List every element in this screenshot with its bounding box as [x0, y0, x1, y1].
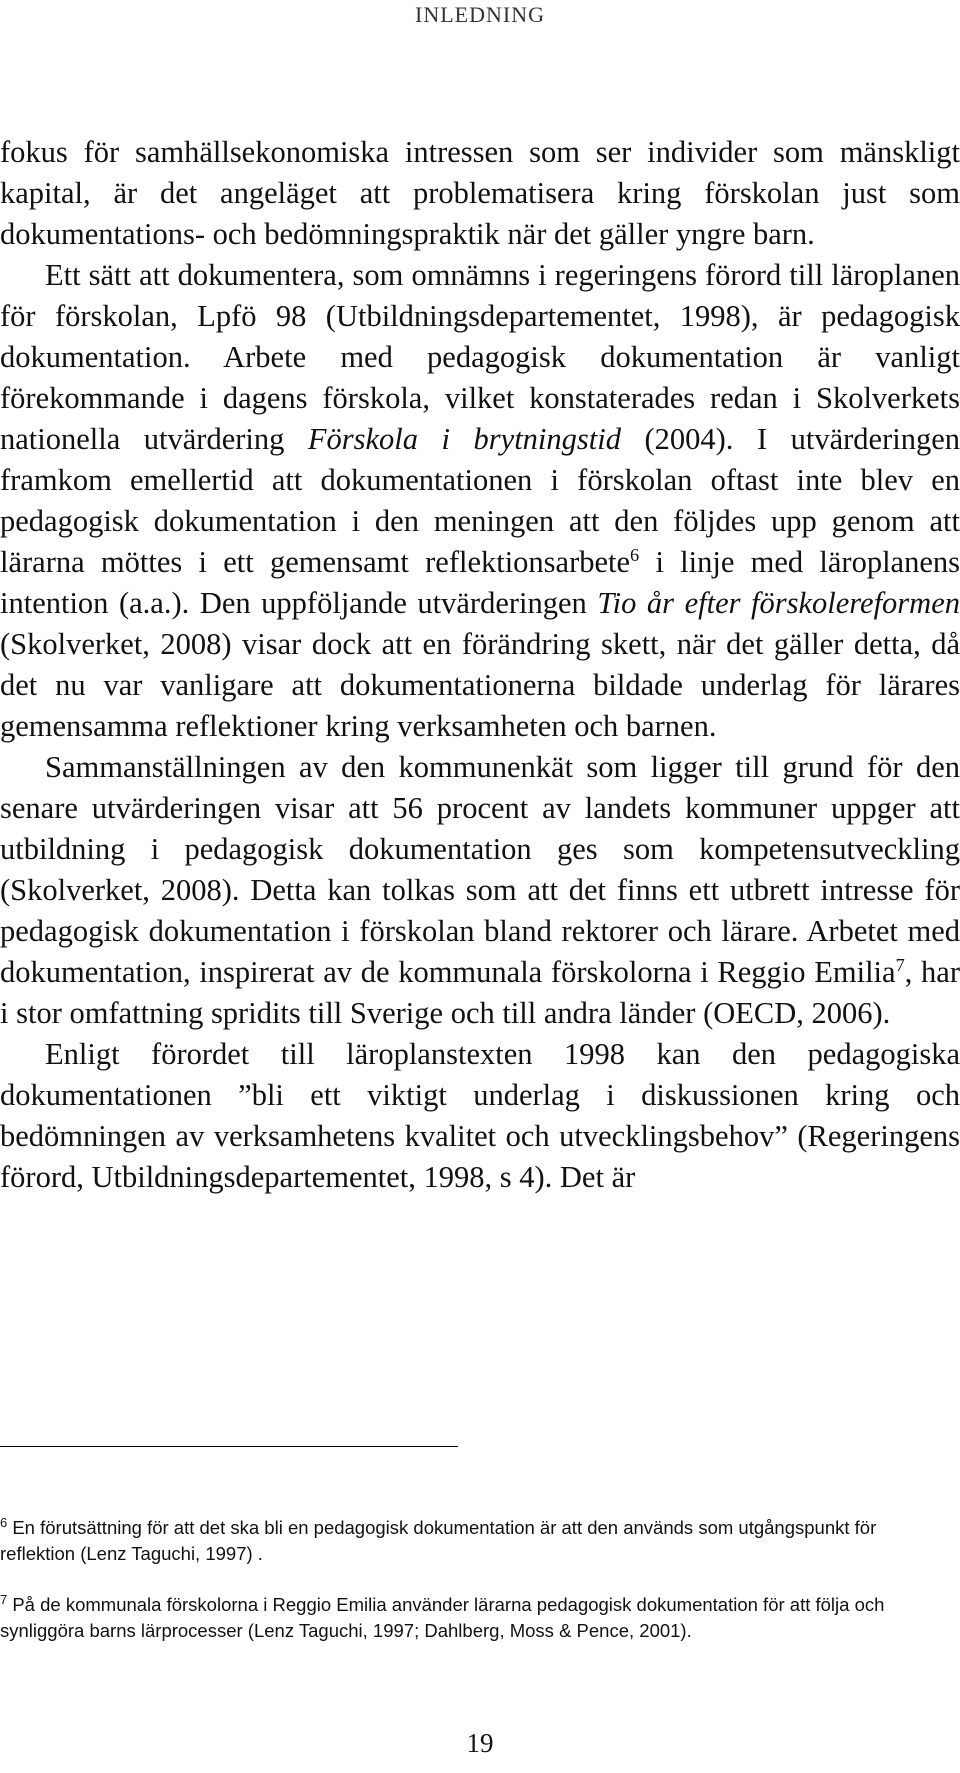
italic-title-forskola-i-brytningstid: Förskola i brytningstid — [307, 422, 621, 456]
paragraph-2-text-3: i linje med läroplanens intention (a.a.). Den uppföljande utvärderingen — [0, 545, 960, 620]
paragraph-4 — [0, 1034, 960, 1198]
footnote-6 — [0, 1510, 895, 1567]
paragraph-2-text-2: (2004). I utvärderingen framkom emellertid att dokumentationen i förskolan oftast inte blev en pedagogisk dokumentation i den meningen att den följdes upp genom att lärarna möttes i ett gemensamt reflektionsarbete — [0, 422, 960, 579]
paragraph-4-text: Enligt förordet till läroplanstexten 1998 kan den pedagogiska dokumentationen ”bli ett viktigt underlag i diskussionen kring och bedömningen av verksamhetens kvalitet och utvecklingsbehov” (Regeringens förord, Utbildningsdepartementet, 1998, s 4). Det är — [0, 1037, 960, 1194]
paragraph-2-text-1: Ett sätt att dokumentera, som omnämns i regeringens förord till läroplanen för förskolan, Lpfö 98 (Utbildningsdepartementet, 1998), är pedagogisk dokumentation. Arbete med pedagogisk dokumentation är vanligt förekommande i dagens förskola, vilket konstaterades redan i Skolverkets nationella utvärdering — [0, 258, 960, 456]
footnote-number: 6 — [0, 1515, 8, 1530]
footnotes — [0, 1510, 895, 1664]
footnote-7 — [0, 1587, 895, 1644]
footnote-separator — [0, 1446, 458, 1447]
page-number: 19 — [466, 1728, 494, 1758]
footnote-ref-6[interactable]: 6 — [630, 544, 640, 565]
paragraph-3-text-1: Sammanställningen av den kommunenkät som ligger till grund för den senare utvärderingen visar att 56 procent av landets kommuner uppger att utbildning i pedagogisk dokumentation ges som kompetensutveckling (Skolverket, 2008). Detta kan tolkas som att det finns ett utbrett intresse för pedagogisk dokumentation i förskolan bland rektorer och lärare. Arbetet med dokumentation, inspirerat av de kommunala förskolorna i Reggio Emilia — [0, 750, 960, 989]
footnote-text: På de kommunala förskolorna i Reggio Emilia använder lärarna pedagogisk dokumentation för att följa och synliggöra barns lärprocesser (Lenz Taguchi, 1997; Dahlberg, Moss & Pence, 2001). — [0, 1594, 885, 1642]
paragraph-3-text-2: , har i stor omfattning spridits till Sverige och till andra länder (OECD, 2006). — [0, 955, 960, 1030]
paragraph-2-text-4: (Skolverket, 2008) visar dock att en förändring skett, när det gäller detta, då det nu var vanligare att dokumentationerna bildade underlag för lärares gemensamma reflektioner kring verksamheten och barnen. — [0, 627, 960, 743]
italic-title-tio-ar-efter: Tio år efter förskolereformen — [597, 586, 960, 620]
running-header: INLEDNING — [415, 2, 545, 27]
paragraph-3 — [0, 747, 960, 1034]
paragraph-2 — [0, 255, 960, 747]
footnote-ref-7[interactable]: 7 — [895, 954, 905, 975]
paragraph-1 — [0, 132, 960, 255]
body-text — [0, 132, 960, 1198]
footnote-text: En förutsättning för att det ska bli en pedagogisk dokumentation är att den används som utgångspunkt för reflektion (Lenz Taguchi, 1997) . — [0, 1517, 877, 1565]
paragraph-1-text: fokus för samhällsekonomiska intressen som ser individer som mänskligt kapital, är det angeläget att problematisera kring förskolan just som dokumentations- och bedömningspraktik när det gäller yngre barn. — [0, 135, 960, 251]
footnote-number: 7 — [0, 1592, 8, 1608]
